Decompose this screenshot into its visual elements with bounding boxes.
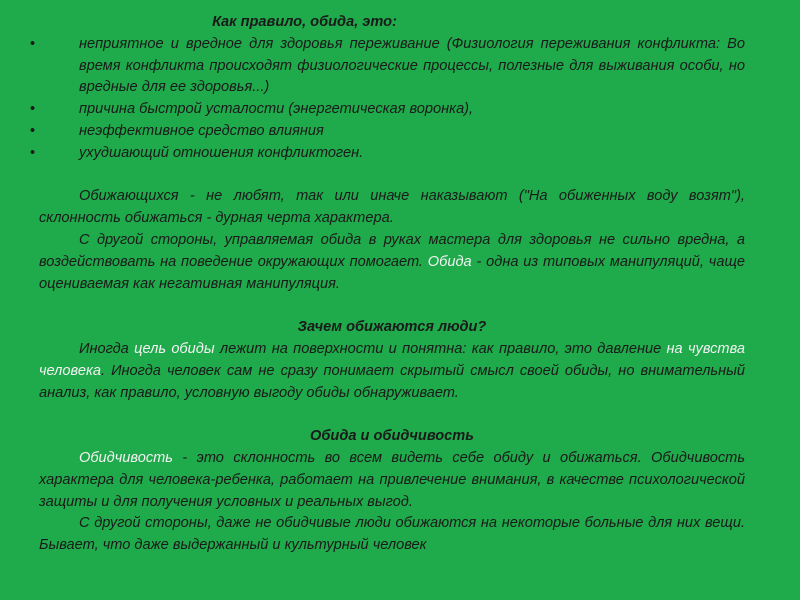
spacer [39,295,745,317]
paragraph-touchiness [39,448,745,513]
slide-text [30,12,746,557]
list-item [30,121,745,143]
spacer [39,404,745,426]
spacer [39,165,745,187]
text-run: лежит на поверхности и понятна: как правило, это давление [214,340,667,357]
bullet-icon: • [30,35,36,52]
section-heading-why: Зачем обижаются люди? [297,319,487,336]
paragraph-why-offended [39,339,745,404]
list-item [30,99,745,121]
section-heading-touchiness: Обида и обидчивость [310,428,474,445]
list-item [30,34,745,99]
highlight-text: цель обиды [134,340,215,357]
paragraph-offended-disliked: Обижающихся - не любят, так или иначе наказывают ("На обиженных воду возят"), склонность обижаться - дурная черта характера. [39,188,745,227]
bullet-text: неэффективное средство влияния [79,122,324,139]
bullet-text: причина быстрой усталости (энергетическая воронка), [79,101,474,118]
bullet-text: неприятное и вредное для здоровья переживание (Физиология переживания конфликта: Во время конфликта происходят физиологические процессы, полезные для выживания особи, но вредные для ее здоровья...) [79,35,745,96]
highlight-text: Обидчивость [79,449,173,466]
text-run: Иногда [79,340,135,357]
bullet-icon: • [30,101,36,118]
bullet-list [30,34,745,165]
text-run: - это склонность во всем видеть себе обиду и обижаться. Обидчивость характера для человека-ребенка, работает на привлечение внимания, в качестве психологической защиты и для получения условных и реальных выгод. [39,449,745,510]
highlight-text: на чувства человека [39,340,746,379]
paragraph-other-side: С другой стороны, даже не обидчивые люди обижаются на некоторые больные для них вещи. Бывает, что даже выдержанный и культурный человек [39,515,745,554]
text-run: С другой стороны, управляемая обида в руках мастера для здоровья не сильно вредна, а воздействовать на поведение окружающих помогает. [39,231,745,270]
bullet-icon: • [30,144,36,161]
paragraph-managed-offense [39,230,745,295]
bullet-text: ухудшающий отношения конфликтоген. [79,144,364,161]
highlight-text: Обида [427,253,472,270]
text-run: . Иногда человек сам не сразу понимает скрытый смысл своей обиды, но внимательный анализ, как правило, условную выгоду обиды обнаруживает. [39,362,745,401]
section-heading-as-a-rule: Как правило, обида, это: [212,14,397,30]
text-run: - одна из типовых манипуляций, чаще оцениваемая как негативная манипуляция. [39,253,745,292]
list-item [30,143,745,165]
bullet-icon: • [30,122,36,139]
